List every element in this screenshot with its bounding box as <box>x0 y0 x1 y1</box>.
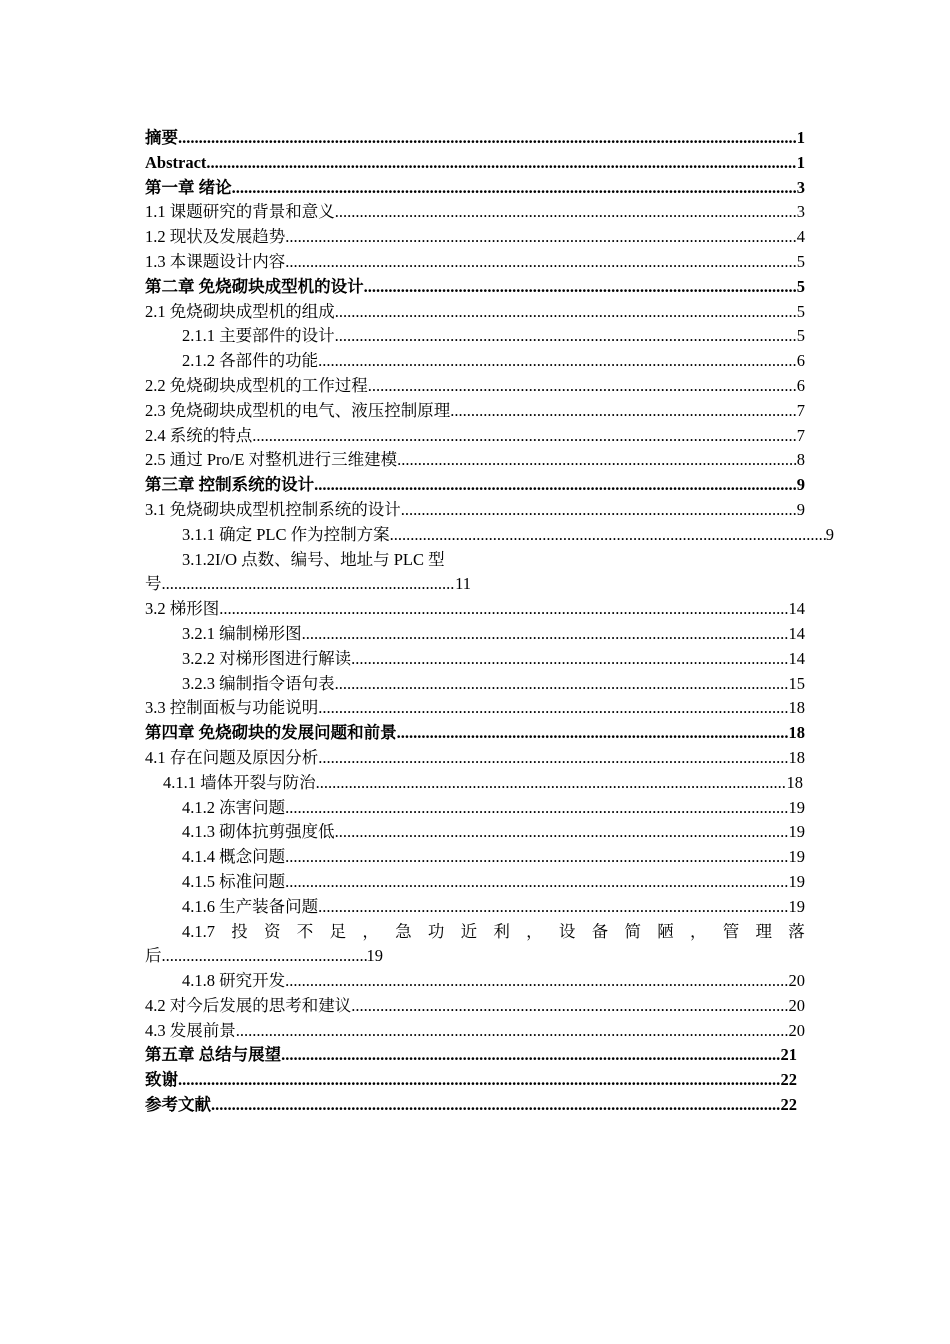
toc-entry-page: 15 <box>788 673 805 693</box>
toc-leader-dots <box>318 746 788 771</box>
toc-leader-dots <box>316 771 787 796</box>
toc-entry-page: 21 <box>780 1045 797 1065</box>
toc-entry-continuation[interactable] <box>145 944 383 969</box>
toc-entry-title: 第五章 总结与展望 <box>145 1045 282 1065</box>
toc-entry-title: 3.2.2 对梯形图进行解读 <box>182 648 352 668</box>
toc-leader-dots <box>401 498 797 523</box>
toc-entry-page: 14 <box>788 623 805 643</box>
toc-entry[interactable] <box>145 969 805 994</box>
toc-entry-title-part: 落 <box>788 921 805 941</box>
toc-entry-title: 4.1.5 标准问题 <box>182 871 286 891</box>
toc-entry-page: 19 <box>788 871 805 891</box>
toc-entry-title: 3.2.3 编制指令语句表 <box>182 673 335 693</box>
toc-entry-page: 18 <box>786 772 803 792</box>
toc-entry-wrapped-line[interactable] <box>145 920 805 945</box>
toc-entry[interactable] <box>145 1043 797 1068</box>
toc-entry-title: 第三章 控制系统的设计 <box>145 475 315 495</box>
toc-leader-dots <box>285 250 797 275</box>
toc-entry-page: 7 <box>796 425 805 445</box>
toc-leader-dots <box>318 895 788 920</box>
toc-entry-title: 2.3 免烧砌块成型机的电气、液压控制原理 <box>145 400 451 420</box>
toc-leader-dots <box>211 1093 781 1118</box>
toc-leader-dots <box>364 275 797 300</box>
toc-leader-dots <box>335 200 797 225</box>
toc-entry-title-part: 利 <box>493 921 510 941</box>
toc-leader-dots <box>252 424 797 449</box>
toc-entry-title-part: 足 <box>329 921 347 941</box>
toc-entry-page: 18 <box>788 747 805 767</box>
toc-entry[interactable] <box>145 448 805 473</box>
toc-entry-title: 4.1.4 概念问题 <box>182 847 286 867</box>
toc-leader-dots <box>206 151 796 176</box>
toc-entry-title-part: 近 <box>460 921 478 941</box>
toc-entry[interactable] <box>145 523 834 548</box>
toc-entry-title: 4.2 对今后发展的思考和建议 <box>145 995 352 1015</box>
toc-entry-page: 8 <box>796 450 805 470</box>
toc-entry-page: 19 <box>788 847 805 867</box>
toc-entry-title-part: 备 <box>591 921 609 941</box>
toc-leader-dots <box>281 1043 780 1068</box>
toc-entry-title: 1.1 课题研究的背景和意义 <box>145 202 335 222</box>
toc-leader-dots <box>285 969 788 994</box>
toc-leader-dots <box>162 944 367 969</box>
toc-entry-page: 7 <box>796 400 805 420</box>
toc-leader-dots <box>302 622 789 647</box>
toc-entry-page: 3 <box>796 177 805 197</box>
toc-entry-page: 5 <box>796 251 805 271</box>
toc-entry-wrapped-line[interactable] <box>145 548 805 573</box>
toc-leader-dots <box>285 870 788 895</box>
toc-leader-dots <box>397 721 789 746</box>
toc-entry-title-part: 理 <box>755 921 773 941</box>
toc-leader-dots <box>318 349 797 374</box>
toc-entry[interactable] <box>145 870 805 895</box>
toc-entry-title: 2.1 免烧砌块成型机的组成 <box>145 301 335 321</box>
toc-leader-dots <box>450 399 797 424</box>
toc-entry-title: 3.3 控制面板与功能说明 <box>145 698 319 718</box>
toc-entry-title-part: 设 <box>558 921 576 941</box>
toc-entry[interactable] <box>145 820 805 845</box>
toc-entry[interactable] <box>145 1019 805 1044</box>
toc-entry[interactable] <box>145 1068 797 1093</box>
toc-entry-title: 致谢 <box>145 1070 178 1090</box>
toc-entry[interactable] <box>145 200 805 225</box>
toc-entry-title-part: 急 <box>395 921 412 941</box>
toc-leader-dots <box>351 647 788 672</box>
toc-entry[interactable] <box>145 250 805 275</box>
toc-entry[interactable] <box>145 300 805 325</box>
toc-leader-dots <box>178 1068 781 1093</box>
toc-entry[interactable] <box>145 746 805 771</box>
toc-entry[interactable] <box>145 374 805 399</box>
toc-entry-title: 3.2.1 编制梯形图 <box>182 623 302 643</box>
toc-entry-title: 第四章 免烧砌块的发展问题和前景 <box>145 723 397 743</box>
toc-entry[interactable] <box>145 424 805 449</box>
toc-leader-dots <box>232 176 797 201</box>
toc-entry-page: 19 <box>788 822 805 842</box>
toc-entry[interactable] <box>145 622 805 647</box>
toc-entry-page: 19 <box>788 797 805 817</box>
toc-entry-page: 9 <box>796 499 805 519</box>
toc-entry[interactable] <box>145 349 805 374</box>
toc-entry-title: 1.2 现状及发展趋势 <box>145 227 286 247</box>
toc-entry-page: 1 <box>796 152 805 172</box>
toc-entry-title: Abstract <box>145 152 207 172</box>
toc-entry-continuation[interactable] <box>145 572 471 597</box>
toc-leader-dots <box>219 597 788 622</box>
toc-entry-title-part: ， <box>362 921 379 941</box>
table-of-contents <box>145 126 834 1118</box>
toc-entry-page: 6 <box>796 351 805 371</box>
toc-entry-title: 第一章 绪论 <box>145 177 232 197</box>
toc-entry[interactable] <box>145 597 805 622</box>
toc-entry-page: 20 <box>788 1020 805 1040</box>
toc-entry-title: 4.1.3 砌体抗剪强度低 <box>182 822 335 842</box>
toc-entry[interactable] <box>145 498 805 523</box>
toc-leader-dots <box>335 300 797 325</box>
toc-entry-title: 2.1.2 各部件的功能 <box>182 351 319 371</box>
toc-entry[interactable] <box>145 696 805 721</box>
toc-entry-title: 4.1 存在问题及原因分析 <box>145 747 319 767</box>
toc-leader-dots <box>390 523 826 548</box>
toc-entry-title-part: ， <box>689 921 707 941</box>
toc-entry[interactable] <box>145 225 805 250</box>
toc-entry-page: 14 <box>788 599 805 619</box>
toc-entry-title-continued: 号 <box>145 574 162 594</box>
toc-entry-page: 22 <box>780 1070 797 1090</box>
toc-entry-title: 4.1.8 研究开发 <box>182 971 286 991</box>
toc-entry-title: 4.3 发展前景 <box>145 1020 236 1040</box>
toc-entry-title: 4.1.1 墙体开裂与防治 <box>163 772 316 792</box>
toc-leader-dots <box>351 994 788 1019</box>
toc-leader-dots <box>318 696 788 721</box>
toc-entry[interactable] <box>145 994 805 1019</box>
toc-entry[interactable] <box>145 796 805 821</box>
toc-entry-page: 18 <box>788 723 805 743</box>
toc-entry-title: 4.1.2 冻害问题 <box>182 797 286 817</box>
toc-entry-title: 参考文献 <box>145 1095 211 1115</box>
toc-leader-dots <box>397 448 797 473</box>
toc-entry-title: 3.1 免烧砌块成型机控制系统的设计 <box>145 499 401 519</box>
toc-entry-page: 9 <box>825 524 834 544</box>
toc-entry-page: 20 <box>788 995 805 1015</box>
toc-entry-page: 6 <box>796 375 805 395</box>
toc-entry-page: 1 <box>796 128 805 147</box>
toc-entry-page: 5 <box>796 301 805 321</box>
toc-leader-dots <box>314 473 797 498</box>
toc-entry-page: 5 <box>796 276 805 296</box>
toc-entry[interactable] <box>145 399 805 424</box>
toc-entry-title-part: 简 <box>624 921 641 941</box>
toc-entry-page: 11 <box>455 574 471 594</box>
toc-entry[interactable] <box>145 895 805 920</box>
toc-leader-dots <box>335 672 789 697</box>
toc-entry[interactable] <box>145 126 805 151</box>
toc-entry-title-part: 4.1.7 <box>182 921 215 941</box>
toc-leader-dots <box>368 374 797 399</box>
toc-leader-dots <box>162 572 456 597</box>
toc-entry-page: 22 <box>780 1095 797 1115</box>
toc-entry[interactable] <box>145 845 805 870</box>
toc-entry-title-part: 功 <box>427 921 445 941</box>
toc-entry-page: 19 <box>788 896 805 916</box>
toc-entry[interactable] <box>145 672 805 697</box>
toc-leader-dots <box>335 820 789 845</box>
toc-entry-page: 4 <box>796 227 805 247</box>
toc-entry-title-part: ， <box>526 921 543 941</box>
toc-entry-page: 5 <box>796 326 805 346</box>
toc-entry-title: 3.1.2I/O 点数、编号、地址与 PLC 型 <box>182 549 445 569</box>
toc-leader-dots <box>285 225 797 250</box>
toc-entry[interactable] <box>145 721 805 746</box>
toc-entry-title: 2.2 免烧砌块成型机的工作过程 <box>145 375 368 395</box>
toc-entry-title: 第二章 免烧砌块成型机的设计 <box>145 276 364 296</box>
toc-entry-title: 3.2 梯形图 <box>145 599 220 619</box>
toc-entry-title-continued: 后 <box>145 946 162 966</box>
toc-entry[interactable] <box>145 151 805 176</box>
toc-entry-title-part: 管 <box>722 921 740 941</box>
toc-leader-dots <box>335 324 797 349</box>
toc-entry[interactable] <box>145 647 805 672</box>
toc-entry-page: 20 <box>788 971 805 991</box>
toc-leader-dots <box>178 126 797 151</box>
toc-entry-title: 1.3 本课题设计内容 <box>145 251 286 271</box>
toc-entry-page: 14 <box>788 648 805 668</box>
toc-entry-title-part: 资 <box>264 921 281 941</box>
toc-entry-page: 9 <box>796 475 805 495</box>
toc-entry-title: 2.4 系统的特点 <box>145 425 253 445</box>
toc-entry-title-part: 陋 <box>657 921 674 941</box>
toc-entry[interactable] <box>145 176 805 201</box>
toc-entry[interactable] <box>145 324 805 349</box>
toc-entry[interactable] <box>145 771 803 796</box>
toc-entry-title: 3.1.1 确定 PLC 作为控制方案 <box>182 524 390 544</box>
toc-entry-title: 摘要 <box>145 128 178 147</box>
toc-leader-dots <box>236 1019 789 1044</box>
toc-entry[interactable] <box>145 473 805 498</box>
toc-entry-title-part: 投 <box>231 921 248 941</box>
toc-leader-dots <box>285 845 788 870</box>
toc-entry[interactable] <box>145 275 805 300</box>
toc-entry-title-part: 不 <box>296 921 314 941</box>
toc-entry-title: 2.5 通过 Pro/E 对整机进行三维建模 <box>145 450 398 470</box>
toc-leader-dots <box>285 796 788 821</box>
toc-entry-title: 4.1.6 生产装备问题 <box>182 896 319 916</box>
toc-entry-page: 18 <box>788 698 805 718</box>
toc-entry-title: 2.1.1 主要部件的设计 <box>182 326 335 346</box>
toc-entry-page: 3 <box>796 202 805 222</box>
toc-entry-page: 19 <box>366 946 383 966</box>
toc-entry[interactable] <box>145 1093 797 1118</box>
